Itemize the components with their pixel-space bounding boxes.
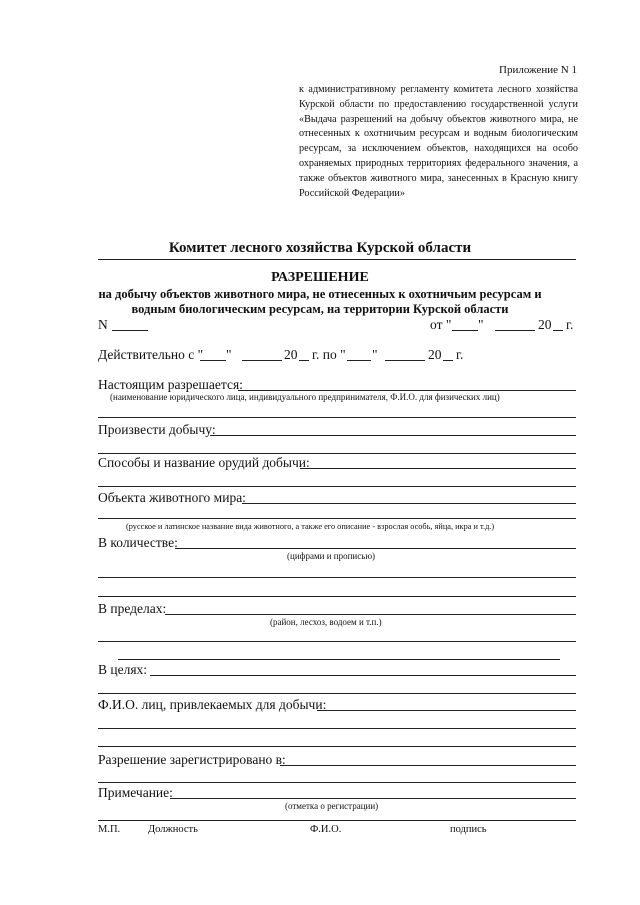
object-field-2[interactable] — [98, 518, 576, 519]
persons-label: Ф.И.О. лиц, привлекаемых для добычи: — [98, 697, 327, 712]
methods-field-2[interactable] — [98, 486, 576, 487]
name-label: Ф.И.О. — [310, 824, 342, 835]
date-quote: " — [478, 317, 484, 332]
number-field[interactable] — [112, 330, 148, 331]
date-year-suffix: г. — [566, 317, 574, 332]
regulation-reference: к административному регламенту комитета лесного хозяйства Курской области по предоставлению государственной услуги «Выдача разрешений на добычу объектов животного мира, не отнесенных к охотничьим ресурсам и водным биологическим ресурсам, за исключением объектов, находящихся на особо охраняемых природных территориях федерального значения, а также объектов животного мира, занесенных в Красную книгу Российской Федерации» — [299, 84, 578, 199]
area-label: В пределах: — [98, 601, 167, 616]
document-title: РАЗРЕШЕНИЕ — [271, 270, 369, 285]
produce-field-2[interactable] — [98, 453, 576, 454]
methods-field[interactable] — [300, 468, 576, 469]
date-month-field[interactable] — [495, 330, 535, 331]
methods-label: Способы и название орудий добычи: — [98, 455, 310, 470]
note-label: Примечание: — [98, 785, 173, 800]
registered-field[interactable] — [280, 765, 576, 766]
quantity-label: В количестве: — [98, 535, 178, 550]
date-from-label: от " — [430, 317, 452, 332]
annex-label: Приложение N 1 — [499, 64, 577, 76]
produce-field[interactable] — [210, 435, 576, 436]
purpose-field[interactable] — [150, 675, 576, 676]
quantity-field-3[interactable] — [98, 596, 576, 597]
validity-year-1: 20 — [284, 347, 298, 362]
quantity-field[interactable] — [175, 548, 576, 549]
permitted-field[interactable] — [238, 390, 576, 391]
stamp-label: М.П. — [98, 824, 121, 835]
registered-field-2[interactable] — [98, 782, 576, 783]
note-field[interactable] — [170, 798, 576, 799]
validity-year-2: 20 — [428, 347, 442, 362]
area-field-2[interactable] — [98, 641, 576, 642]
permitted-label: Настоящим разрешается: — [98, 377, 243, 392]
sign-label: подпись — [450, 824, 487, 835]
validity-end-day[interactable] — [347, 360, 371, 361]
validity-quote-1: " — [226, 347, 232, 362]
persons-field[interactable] — [317, 710, 576, 711]
note-hint: (отметка о регистрации) — [285, 801, 379, 811]
document-subtitle-1: на добычу объектов животного мира, не отнесенных к охотничьим ресурсам и — [98, 287, 542, 301]
validity-quote-2: " — [372, 347, 378, 362]
object-hint: (русское и латинское название вида животного, а также его описание - взрослая особь, яйца, икра и т.д.) — [126, 522, 495, 531]
validity-end-year[interactable] — [443, 360, 453, 361]
persons-field-3[interactable] — [98, 746, 576, 747]
number-label: N — [98, 317, 108, 332]
validity-label: Действительно с " — [98, 347, 204, 362]
date-day-field[interactable] — [452, 330, 478, 331]
purpose-field-2[interactable] — [98, 693, 576, 694]
permitted-hint: (наименование юридического лица, индивидуального предпринимателя, Ф.И.О. для физических лиц) — [110, 392, 500, 402]
object-field[interactable] — [242, 503, 576, 504]
validity-end-suffix: г. — [456, 347, 464, 362]
area-field[interactable] — [165, 614, 576, 615]
validity-start-day[interactable] — [200, 360, 226, 361]
validity-end-month[interactable] — [385, 360, 425, 361]
permitted-field-2[interactable] — [98, 417, 576, 418]
registered-label: Разрешение зарегистрировано в: — [98, 752, 286, 767]
organization-title: Комитет лесного хозяйства Курской области — [168, 240, 472, 256]
purpose-label: В целях: — [98, 662, 148, 677]
validity-to-label: г. по " — [312, 347, 346, 362]
org-underline — [98, 259, 576, 260]
persons-field-2[interactable] — [98, 728, 576, 729]
validity-start-year[interactable] — [299, 360, 309, 361]
note-field-2[interactable] — [98, 820, 576, 821]
date-year-prefix: 20 — [538, 317, 552, 332]
document-subtitle-2: водным биологическим ресурсам, на территории Курской области — [131, 302, 509, 316]
position-label: Должность — [148, 824, 198, 835]
validity-start-month[interactable] — [242, 360, 282, 361]
area-hint: (район, лесхоз, водоем и т.п.) — [270, 617, 382, 627]
quantity-hint: (цифрами и прописью) — [287, 551, 376, 561]
produce-label: Произвести добычу: — [98, 422, 216, 437]
object-label: Объекта животного мира: — [98, 490, 246, 505]
date-year-field[interactable] — [553, 330, 563, 331]
quantity-field-2[interactable] — [98, 577, 576, 578]
area-field-3[interactable] — [118, 659, 560, 660]
